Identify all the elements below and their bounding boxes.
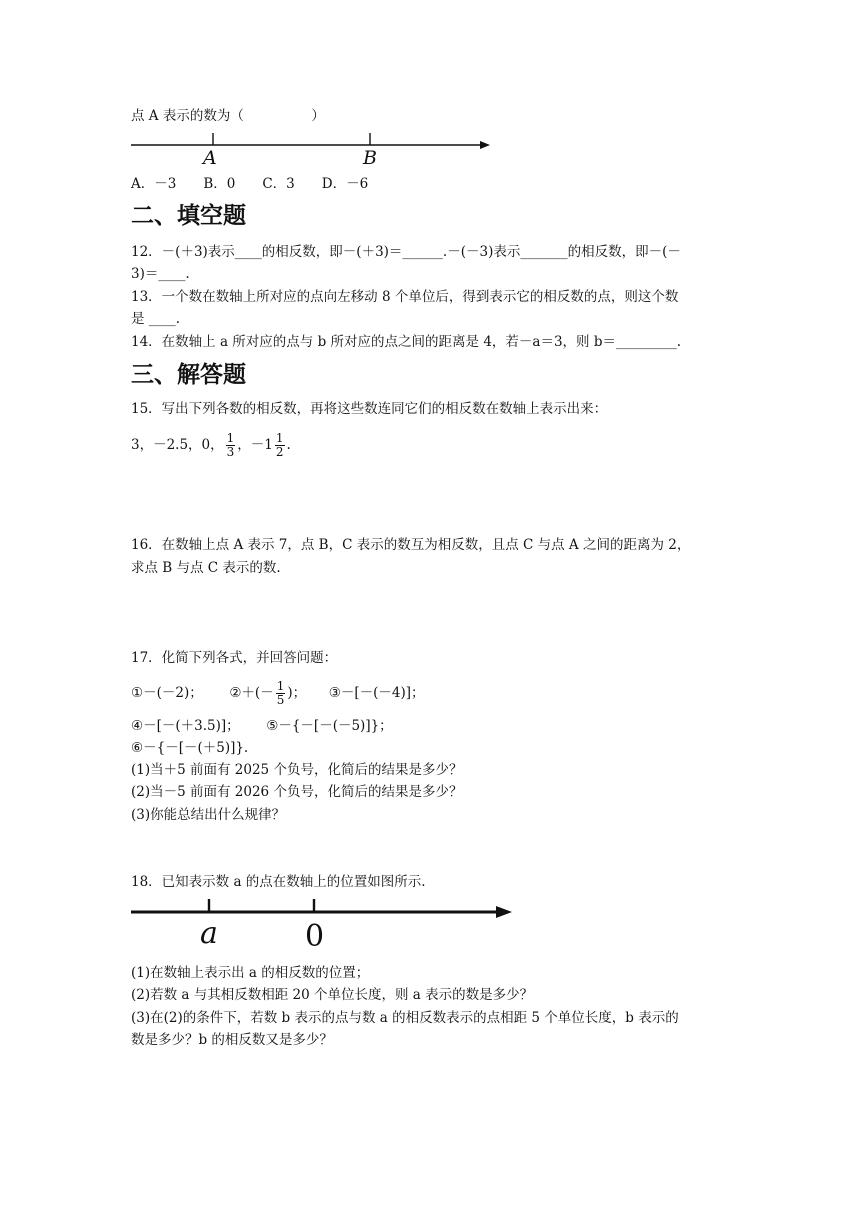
q17-item4: ④－[－(＋3.5)]； (131, 718, 240, 734)
q16-line2: 求点 B 与点 C 表示的数. (131, 560, 281, 576)
q18-axis-arrow (496, 906, 512, 918)
q17-sub3: (3)你能总结出什么规律？ (131, 807, 286, 823)
q18-axis-label-zero: 0 (305, 919, 325, 954)
q11-axis-label-b: B (363, 147, 377, 169)
q13-line1: 13．一个数在数轴上所对应的点向左移动 8 个单位后，得到表示它的相反数的点，则这个数 (131, 289, 679, 305)
q11-axis-label-a: A (203, 147, 217, 169)
q16-line1: 16．在数轴上点 A 表示 7，点 B，C 表示的数互为相反数，且点 C 与点 A 之间的距离为 2， (131, 537, 691, 553)
q11-choices: A．－3 B．0 C．3 D．－6 (131, 176, 369, 192)
q15-fraction-one-third: $\frac{1}{3}$ (226, 431, 235, 459)
section3-title: 三、解答题 (131, 362, 246, 388)
q15-numbers-sep: ，－1 (237, 437, 273, 453)
q18-sub2: (2)若数 a 与其相反数相距 20 个单位长度，则 a 表示的数是多少？ (131, 987, 534, 1003)
q18-line1: 18．已知表示数 a 的点在数轴上的位置如图所示. (131, 874, 426, 890)
section2-title: 二、填空题 (131, 203, 246, 229)
q17-item2-prefix: ②＋(－ (229, 685, 274, 701)
q17-item5: ⑤－{－[－(－5)]}； (266, 718, 393, 734)
q17-item2-suffix: )； (287, 685, 307, 701)
q17-item6: ⑥－{－[－(＋5)]}. (131, 740, 249, 756)
q11-stem: 点 A 表示的数为（ ） (131, 108, 325, 124)
q17-item3: ③－[－(－4)]； (328, 685, 425, 701)
q15-numbers-end: . (286, 437, 291, 453)
q18-axis-label-a: a (200, 916, 218, 951)
q17-fraction-one-fifth: $\frac{1}{5}$ (276, 679, 285, 707)
q12-line2: 3)＝____. (131, 266, 190, 282)
q18-sub1: (1)在数轴上表示出 a 的相反数的位置； (131, 965, 370, 981)
q15-line1: 15．写出下列各数的相反数，再将这些数连同它们的相反数在数轴上表示出来： (131, 401, 608, 417)
q17-item1: ①－(－2)； (131, 685, 203, 701)
q12-line1: 12．－(＋3)表示____的相反数，即－(＋3)＝______.－(－3)表示_______的相反数，即－(－ (131, 244, 681, 260)
q17-line1: 17．化简下列各式，并回答问题： (131, 650, 338, 666)
q15-fraction-one-half: $\frac{1}{2}$ (275, 431, 284, 459)
q15-numbers-prefix: 3，－2.5，0， (131, 437, 224, 453)
q18-sub3-line1: (3)在(2)的条件下，若数 b 表示的点与数 a 的相反数表示的点相距 5 个单位长度，b 表示的 (131, 1010, 679, 1026)
q14-line1: 14．在数轴上 a 所对应的点与 b 所对应的点之间的距离是 4，若－a＝3，则 b＝_________. (131, 334, 682, 350)
q17-sub1: (1)当＋5 前面有 2025 个负号，化简后的结果是多少？ (131, 762, 463, 778)
q17-sub2: (2)当－5 前面有 2026 个负号，化简后的结果是多少？ (131, 784, 463, 800)
q13-line2: 是 ____. (131, 311, 181, 327)
q18-sub3-line2: 数是多少？b 的相反数又是多少？ (131, 1032, 333, 1048)
